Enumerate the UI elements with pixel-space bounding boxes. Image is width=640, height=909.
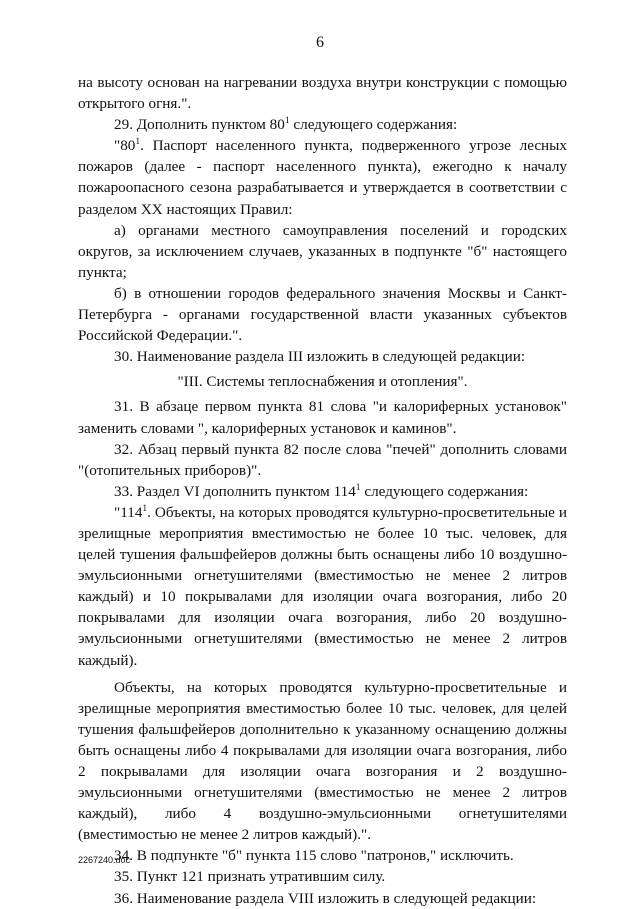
page-number: 6 xyxy=(316,34,324,51)
paragraph-114 xyxy=(78,502,567,671)
paragraph: на высоту основан на нагревании воздуха внутри конструкции с помощью открытого огня.". xyxy=(78,74,567,113)
footer-filename: 2267240.doc xyxy=(78,855,131,865)
section-heading: "III. Системы теплоснабжения и отопления". xyxy=(177,373,468,391)
subparagraph-a: а) органами местного самоуправления поселений и городских округов, за исключением случаев, указанных в подпункте "б" настоящего пункта; xyxy=(78,221,567,281)
document-body xyxy=(78,72,567,909)
superscript: 1 xyxy=(135,137,141,148)
paragraph-34: 34. В подпункте "б" пункта 115 слово "патронов," исключить. xyxy=(114,847,514,865)
superscript: 1 xyxy=(142,503,148,514)
paragraph-30: 30. Наименование раздела III изложить в следующей редакции: xyxy=(114,348,526,366)
superscript: 1 xyxy=(284,116,290,127)
paragraph-text: следующего содержания: xyxy=(289,116,458,134)
paragraph-80 xyxy=(78,135,567,219)
paragraph-text: следующего содержания: xyxy=(360,482,529,500)
paragraph-text: . Объекты, на которых проводятся культурно-просветительные и зрелищные мероприятия вместимостью не более 10 тыс. человек, для целей тушения фальшфейеров должны быть оснащены либо 10 воздушно-эмульсионными огнетушителями (вместимостью не менее 2 литров каждый) и 10 покрывалами для изоляции очага возгорания, либо 20 покрывалами для изоляции очага возгорания, либо 20 воздушно-эмульсионными огнетушителями (вместимостью не менее 2 литров каждый). xyxy=(78,503,567,669)
subparagraph-b: б) в отношении городов федерального значения Москвы и Санкт-Петербурга - органами государственной власти указанных субъектов Российской Федерации.". xyxy=(78,284,567,345)
paragraph-text: . Паспорт населенного пункта, подверженного угрозе лесных пожаров (далее - паспорт населенного пункта), ежегодно к началу пожароопасного сезона разрабатывается и утверждается в соответствии с разделом XX настоящих Правил: xyxy=(78,137,567,218)
superscript: 1 xyxy=(355,482,361,493)
paragraph-33 xyxy=(78,481,567,502)
paragraph-36: 36. Наименование раздела VIII изложить в следующей редакции: xyxy=(114,889,537,907)
paragraph-35: 35. Пункт 121 признать утратившим силу. xyxy=(114,868,386,886)
paragraph-31: 31. В абзаце первом пункта 81 слова "и калориферных установок" заменить словами ", калориферных установок и каминов". xyxy=(78,398,567,437)
paragraph-29 xyxy=(78,114,567,135)
paragraph-32: 32. Абзац первый пункта 82 после слова "печей" дополнить словами "(отопительных приборов)". xyxy=(78,440,567,479)
paragraph-text: "114 xyxy=(114,503,143,521)
paragraph-text: 29. Дополнить пунктом 80 xyxy=(114,116,285,134)
paragraph-text: 33. Раздел VI дополнить пунктом 114 xyxy=(114,482,356,500)
paragraph-text: "80 xyxy=(114,137,136,155)
paragraph-objects: Объекты, на которых проводятся культурно-просветительные и зрелищные мероприятия вместимостью более 10 тыс. человек, для целей тушения фальшфейеров дополнительно к указанному оснащению должны быть оснащены либо 4 покрывалами для изоляции очага возгорания, либо 2 покрывалами для изоляции очага возгорания и 2 воздушно-эмульсионными огнетушителями (вместимостью не менее 2 литров каждый), либо 4 воздушно-эмульсионными огнетушителями (вместимостью не менее 2 литров каждый).". xyxy=(78,678,567,844)
